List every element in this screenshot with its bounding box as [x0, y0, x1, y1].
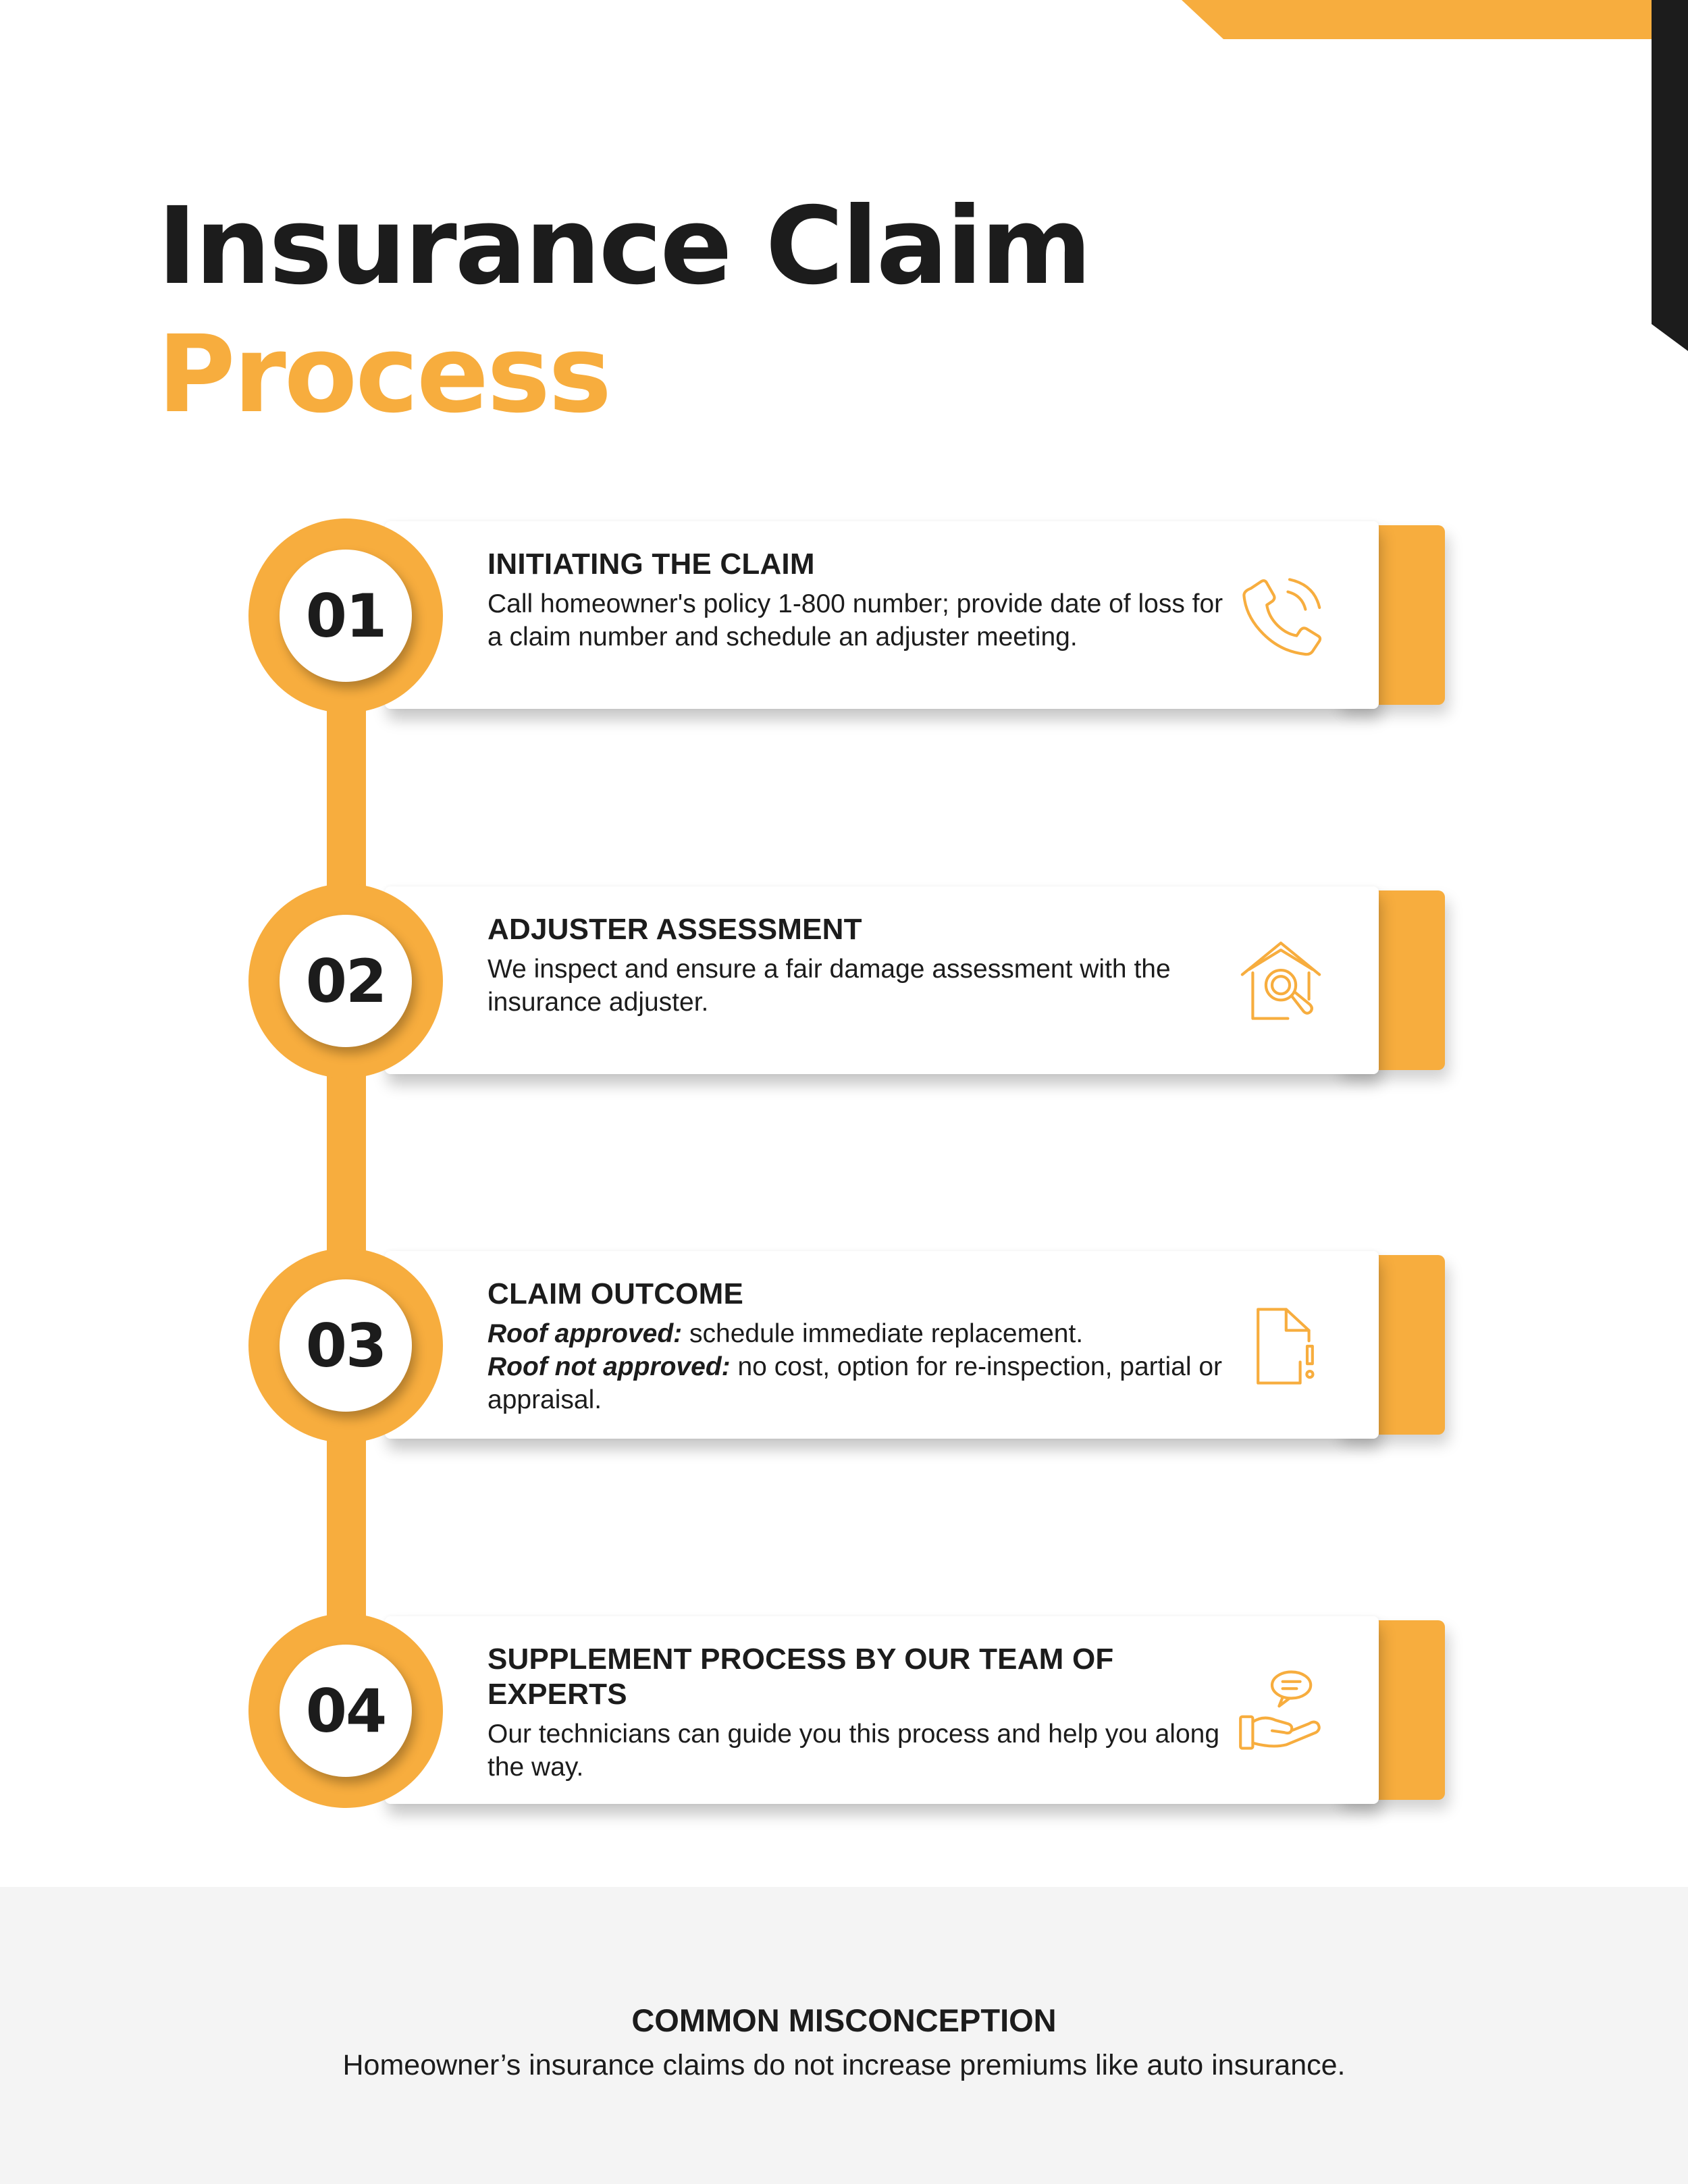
- step-2: [0, 886, 1688, 1082]
- step-description: Our technicians can guide you this process and help you along the way.: [487, 1720, 1220, 1782]
- phone-icon: [1237, 572, 1325, 660]
- roof-not-approved-label: Roof not approved:: [487, 1352, 731, 1381]
- step-content: [487, 1277, 1237, 1416]
- step-4: [0, 1616, 1688, 1812]
- house-magnifier-icon: [1237, 938, 1325, 1026]
- step-content: [487, 912, 1237, 1019]
- step-number-badge: [248, 884, 443, 1078]
- step-description: We inspect and ensure a fair damage assessment with the insurance adjuster.: [487, 955, 1171, 1017]
- roof-approved-label: Roof approved:: [487, 1319, 683, 1348]
- footer-heading: COMMON MISCONCEPTION: [631, 2002, 1057, 2038]
- step-number: 04: [280, 1645, 412, 1777]
- step-3: [0, 1251, 1688, 1447]
- step-1: [0, 521, 1688, 717]
- side-accent-bar: [1652, 0, 1688, 351]
- document-alert-icon: [1237, 1302, 1325, 1390]
- title-line-2: Process: [157, 313, 610, 437]
- step-number-badge: [248, 518, 443, 713]
- footer-banner: [0, 1887, 1688, 2184]
- roof-not-approved-text: no cost, option for re-inspection, partial or appraisal.: [487, 1352, 1223, 1414]
- hand-chat-icon: [1237, 1668, 1325, 1755]
- step-content: [487, 547, 1237, 654]
- step-number: 01: [280, 550, 412, 682]
- step-title: CLAIM OUTCOME: [487, 1277, 744, 1310]
- top-accent-bar: [1182, 0, 1654, 39]
- step-number: 03: [280, 1279, 412, 1412]
- step-title: SUPPLEMENT PROCESS BY OUR TEAM OF EXPERTS: [487, 1643, 1114, 1711]
- step-description: [487, 1317, 1237, 1416]
- step-description: Call homeowner's policy 1-800 number; provide date of loss for a claim number and schedule an adjuster meeting.: [487, 589, 1223, 651]
- step-title: INITIATING THE CLAIM: [487, 548, 815, 581]
- step-number: 02: [280, 915, 412, 1047]
- step-content: [487, 1642, 1237, 1784]
- page-title: [157, 182, 1090, 439]
- timeline-connector: [327, 682, 366, 1722]
- title-line-1: Insurance Claim: [157, 184, 1090, 309]
- step-title: ADJUSTER ASSESSMENT: [487, 913, 862, 946]
- roof-approved-text: schedule immediate replacement.: [682, 1319, 1084, 1348]
- step-number-badge: [248, 1248, 443, 1443]
- footer-text: Homeowner’s insurance claims do not increase premiums like auto insurance.: [342, 2049, 1346, 2081]
- step-number-badge: [248, 1614, 443, 1808]
